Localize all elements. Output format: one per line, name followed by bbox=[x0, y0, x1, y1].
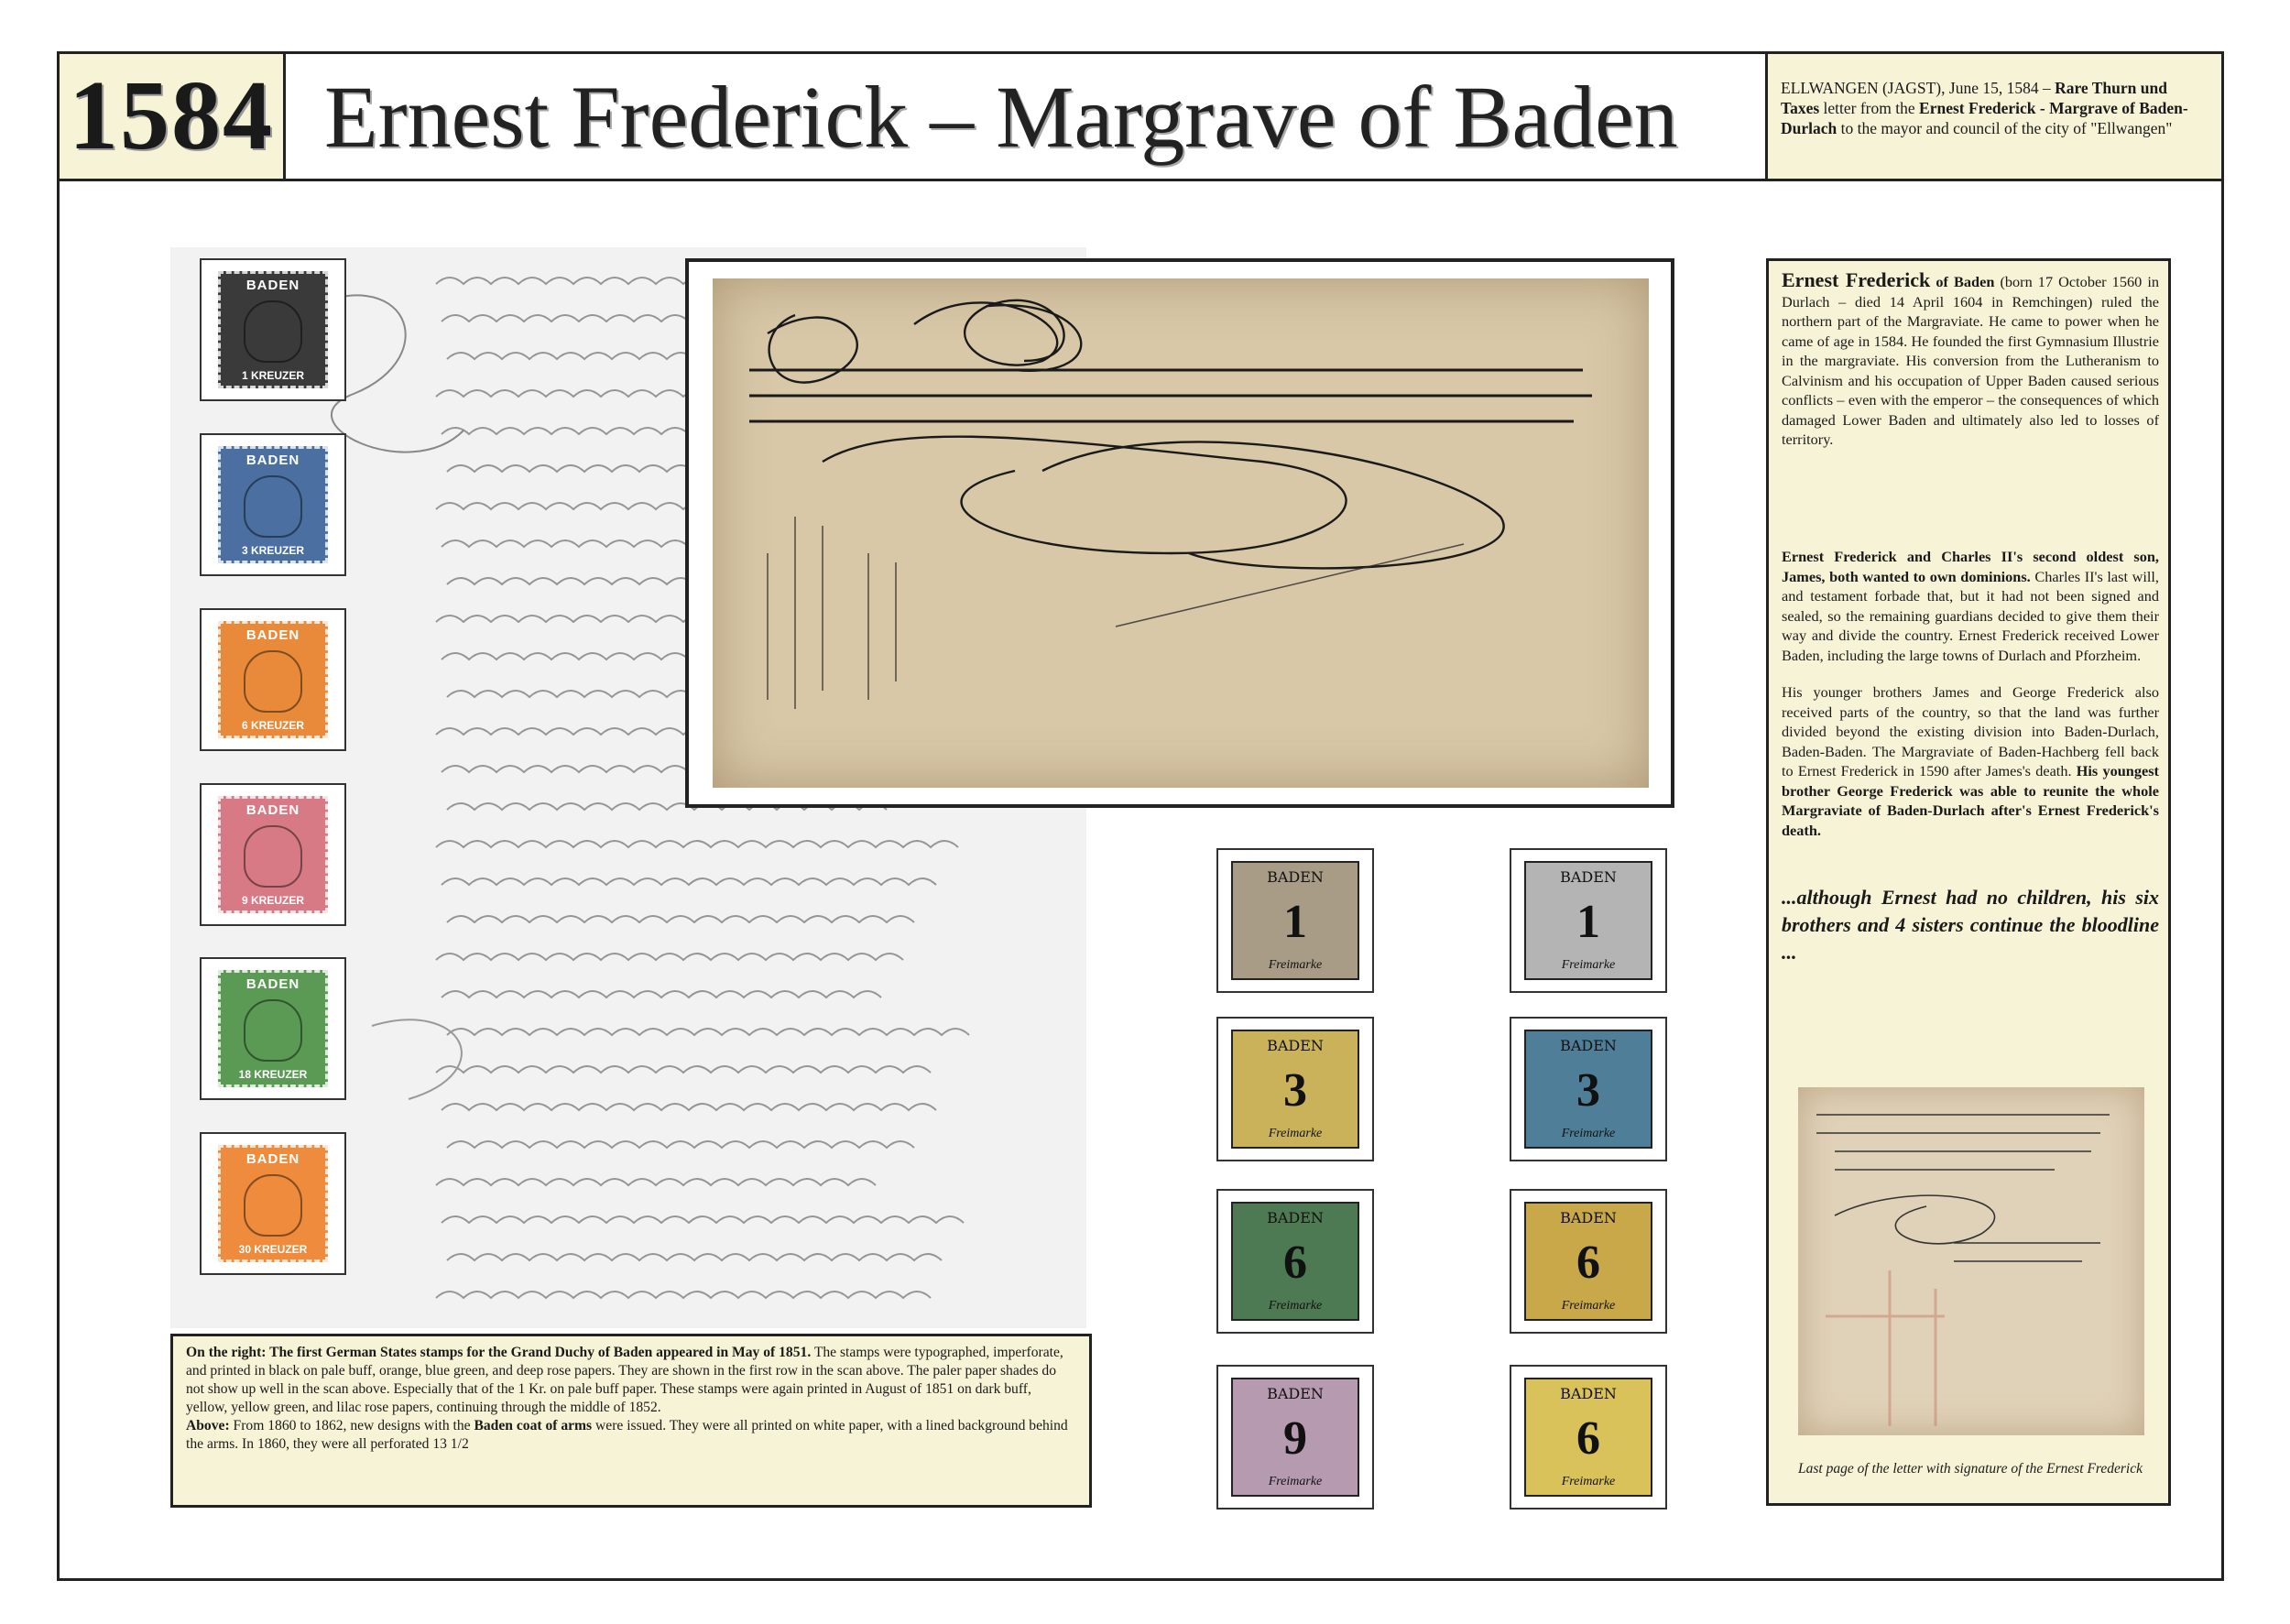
stamp-1851 bbox=[1510, 848, 1667, 993]
page-title: Ernest Frederick – Margrave of Baden bbox=[324, 67, 1678, 166]
stamp-value: 30 KREUZER bbox=[238, 1243, 308, 1256]
stamp-1851 bbox=[1216, 848, 1374, 993]
stamp-face bbox=[218, 796, 328, 913]
stamp-1851 bbox=[1216, 1017, 1374, 1161]
stamp-value: 6 KREUZER bbox=[241, 719, 304, 732]
stamp-country: BADEN bbox=[245, 452, 300, 468]
stamp-country: BADEN bbox=[1267, 1385, 1324, 1402]
stamp-1851 bbox=[1216, 1189, 1374, 1334]
stamp-numeral: 6 bbox=[1283, 1237, 1307, 1289]
coat-of-arms-icon bbox=[244, 825, 302, 888]
stamp-country: BADEN bbox=[1267, 868, 1324, 886]
stamp-face bbox=[218, 446, 328, 563]
bloodline-quote: ...although Ernest had no children, his six brothers and 4 sisters continue the bloodline ... bbox=[1782, 886, 2159, 964]
caption-text-3: were issued. They were all printed on white paper, with a lined background behind the arms. In 1860, they were all perforated 13 1/2 bbox=[186, 1418, 1068, 1452]
stamp-country: BADEN bbox=[1267, 1209, 1324, 1226]
stamp-face bbox=[1231, 861, 1359, 980]
letter-cover-image bbox=[685, 258, 1674, 808]
bio-lead: Ernest Frederick bbox=[1782, 268, 1931, 291]
letter-paper bbox=[713, 278, 1649, 788]
stamp-1860 bbox=[200, 957, 346, 1100]
bio-p2-text: Charles II's last will, and testament forbade that, but it had not been signed and sealed, so the remaining guardians decided to give them their way and divide the country. Ernest Frederick received Lower Baden, including the large towns of Durlach and Pforzheim. bbox=[1782, 567, 2159, 664]
bio-p3-bold: His youngest brother George Frederick was able to reunite the whole Margraviate of Baden-Durlach after's Ernest Frederick's death. bbox=[1782, 762, 2159, 839]
caption-bold-2: Above: bbox=[186, 1418, 230, 1433]
stamps-caption-box bbox=[170, 1334, 1092, 1508]
stamp-footer: Freimarke bbox=[1268, 1299, 1323, 1313]
info-text-1: ELLWANGEN (JAGST), June 15, 1584 – bbox=[1781, 79, 2051, 97]
caption-text-1: The stamps were typographed, imperforate, and printed in black on pale buff, orange, blue green, and deep rose papers. They are shown in the first row in the scan above. The paler paper shades do not show up well in the scan above. Especially that of the 1 Kr. on pale buff paper. These stamps were again printed in August of 1851 on dark buff, yellow, yellow green, and lilac rose papers, continuing through the middle of 1852. bbox=[186, 1345, 1063, 1415]
stamp-1860 bbox=[200, 258, 346, 401]
bio-paragraph-3 bbox=[1782, 682, 2159, 840]
stamp-value: 1 KREUZER bbox=[241, 369, 304, 382]
stamp-face bbox=[1231, 1202, 1359, 1321]
year-box bbox=[57, 51, 286, 181]
year-label: 1584 bbox=[69, 61, 274, 170]
stamp-face bbox=[1524, 861, 1652, 980]
stamp-face bbox=[1524, 1202, 1652, 1321]
info-text-2: letter from the bbox=[1823, 99, 1915, 117]
stamp-face bbox=[1231, 1378, 1359, 1497]
stamp-country: BADEN bbox=[245, 627, 300, 643]
stamp-1851 bbox=[1510, 1017, 1667, 1161]
stamp-face bbox=[1231, 1030, 1359, 1149]
coat-of-arms-icon bbox=[244, 999, 302, 1062]
stamp-numeral: 1 bbox=[1283, 896, 1307, 948]
stamp-face bbox=[218, 621, 328, 738]
bio-paragraph-1 bbox=[1782, 270, 2159, 450]
coat-of-arms-icon bbox=[244, 300, 302, 363]
stamp-numeral: 1 bbox=[1576, 896, 1600, 948]
stamp-value: 3 KREUZER bbox=[241, 544, 304, 557]
stamp-1860 bbox=[200, 433, 346, 576]
bio-p2-bold: Ernest Frederick and Charles II's second oldest son, James, both wanted to own dominions. bbox=[1782, 548, 2159, 585]
biography-panel bbox=[1766, 258, 2171, 1506]
caption-bold-1: On the right: The first German States stamps for the Grand Duchy of Baden appeared in May of 1851. bbox=[186, 1345, 812, 1360]
stamp-face bbox=[218, 271, 328, 388]
stamp-numeral: 9 bbox=[1283, 1412, 1307, 1465]
stamp-footer: Freimarke bbox=[1561, 958, 1616, 972]
stamp-face bbox=[1524, 1030, 1652, 1149]
stamp-country: BADEN bbox=[245, 802, 300, 818]
stamp-country: BADEN bbox=[245, 976, 300, 992]
stamp-country: BADEN bbox=[1267, 1037, 1324, 1054]
stamp-1860 bbox=[200, 608, 346, 751]
stamp-numeral: 6 bbox=[1576, 1412, 1600, 1465]
stamp-footer: Freimarke bbox=[1268, 958, 1323, 972]
stamp-value: 18 KREUZER bbox=[238, 1068, 308, 1081]
bio-p3-text: His younger brothers James and George Frederick also received parts of the country, so that the land was further divided beyond the existing division into Baden-Durlach, Baden-Baden. The Margraviate of Baden-Hachberg fell back to Ernest Frederick in 1590 after James's death. bbox=[1782, 683, 2159, 779]
letter-calligraphy bbox=[713, 278, 1649, 788]
stamp-footer: Freimarke bbox=[1268, 1475, 1323, 1488]
stamp-footer: Freimarke bbox=[1268, 1127, 1323, 1140]
stamp-country: BADEN bbox=[1560, 1385, 1617, 1402]
last-page-image bbox=[1798, 1087, 2144, 1435]
letter-info-box bbox=[1768, 51, 2224, 181]
stamp-1851 bbox=[1510, 1189, 1667, 1334]
bio-p1-bold: of Baden bbox=[1936, 273, 1995, 290]
stamp-1860 bbox=[200, 783, 346, 926]
stamp-footer: Freimarke bbox=[1561, 1475, 1616, 1488]
last-page-caption: Last page of the letter with signature of the Ernest Frederick bbox=[1798, 1461, 2143, 1477]
title-box bbox=[286, 51, 1768, 181]
bio-paragraphs bbox=[1782, 547, 2159, 857]
info-text-3: to the mayor and council of the city of "Ellwangen" bbox=[1840, 119, 2173, 137]
stamp-footer: Freimarke bbox=[1561, 1127, 1616, 1140]
bio-paragraph-2 bbox=[1782, 547, 2159, 665]
caption-text-2: From 1860 to 1862, new designs with the bbox=[229, 1418, 474, 1433]
stamp-1851 bbox=[1510, 1365, 1667, 1510]
stamp-value: 9 KREUZER bbox=[241, 894, 304, 907]
bio-p1-text: (born 17 October 1560 in Durlach – died 14 April 1604 in Remchingen) ruled the northern part of the Margraviate. He came to power when he came of age in 1584. He founded the first Gymnasium Illustrie in the margraviate. His conversion from the Lutheranism to Calvinism and his occupation of Upper Baden caused serious conflicts – even with the emperor – the consequences of which damaged Lower Baden and ultimately also led to losses of territory. bbox=[1782, 273, 2159, 448]
coat-of-arms-icon bbox=[244, 475, 302, 538]
stamp-1860 bbox=[200, 1132, 346, 1275]
stamp-country: BADEN bbox=[245, 1151, 300, 1167]
stamp-country: BADEN bbox=[1560, 1037, 1617, 1054]
coat-of-arms-icon bbox=[244, 1174, 302, 1237]
stamp-country: BADEN bbox=[1560, 868, 1617, 886]
caption-bold-3: Baden coat of arms bbox=[474, 1418, 593, 1433]
stamp-face bbox=[218, 1145, 328, 1262]
stamp-numeral: 3 bbox=[1283, 1064, 1307, 1117]
stamp-numeral: 6 bbox=[1576, 1237, 1600, 1289]
stamp-footer: Freimarke bbox=[1561, 1299, 1616, 1313]
coat-of-arms-icon bbox=[244, 650, 302, 713]
info-bold-1: Rare Thurn und Taxes bbox=[1781, 79, 2167, 117]
stamp-face bbox=[1524, 1378, 1652, 1497]
stamp-country: BADEN bbox=[1560, 1209, 1617, 1226]
stamp-face bbox=[218, 970, 328, 1087]
signature-scribbles bbox=[1798, 1087, 2144, 1435]
stamp-country: BADEN bbox=[245, 278, 300, 293]
info-bold-2: Ernest Frederick - Margrave of Baden-Durlach bbox=[1781, 99, 2188, 137]
stamp-numeral: 3 bbox=[1576, 1064, 1600, 1117]
stamp-1851 bbox=[1216, 1365, 1374, 1510]
